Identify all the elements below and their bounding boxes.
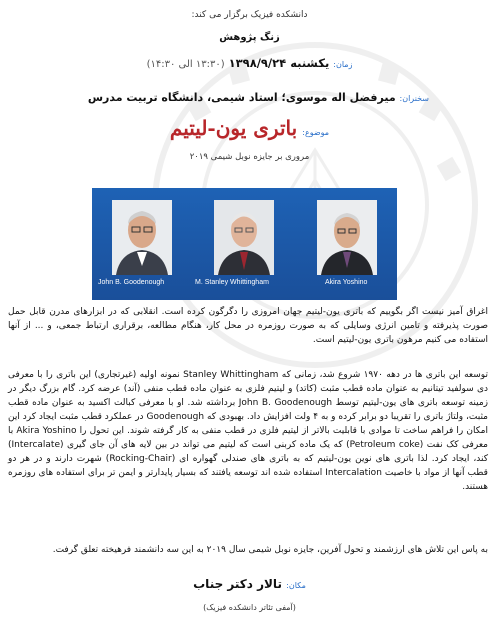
date-line: [0, 56, 499, 70]
speaker-value: میرفضل اله موسوی؛ استاد شیمی، دانشگاه تربیت مدرس: [87, 91, 396, 104]
caption-goodenough: John B. Goodenough: [98, 279, 165, 286]
photo-whittingham: [214, 200, 274, 275]
date-value: یکشنبه ۱۳۹۸/۹/۲۴: [228, 56, 330, 70]
speaker-label: سخنران:: [399, 94, 429, 103]
organizer-line: دانشکده فیزیک برگزار می کند:: [191, 10, 308, 20]
topic-title: باتری یون-لیتیم: [169, 116, 298, 140]
intro-paragraph: اغراق آمیز نیست اگر بگوییم که باتری یون-لیتیم جهان امروزی را دگرگون کرده است. انقلابی که در ابزارهای مدرن قابل حمل صورت پذیرفته و تامین انرژی وسایلی که به صورت روزمره در محل کار، هنگام مطالعه، برقراری ارتباط جمعی، و ... از آنها استفاده می کنیم مرهون باتری یون-لیتیم است.: [8, 307, 488, 345]
venue-subtitle: (آمفی تئاتر دانشکده فیزیک): [203, 603, 296, 612]
caption-whittingham: M. Stanley Whittingham: [195, 279, 269, 286]
history-paragraph: توسعه این باتری ها در دهه ۱۹۷۰ شروع شد، زمانی که Stanley Whittingham نمونه اولیه (غیرتجاری) این باتری را با معرفی دی سولفید تیتانیم به عنوان ماده قطب مثبت (کاتد) و لیتیم فلزی به عنوان ماده قطب منفی (آند) عرضه کرد. گام بزرگ دیگر در زمینه توسعه باتری های یون-لیتیم توسط John B. Goodenough برداشته شد. او با معرفی کبالت اکسید به عنوان ماده قطب مثبت، ولتاژ باتری را تقریبا دو برابر کرده و به ۴ ولت افزایش داد. بهبودی که Goodenough در عملکرد قطب مثبت ایجاد کرد این امکان را فراهم ساخت تا موادی با قابلیت بالاتر از لیتیم فلزی در قطب منفی به کار گرفته شوند. این تحول را Akira Yoshino با معرفی کک نفت (Petroleum coke) که یک ماده کربنی است که لیتیم می تواند در بین لایه های آن جای گیری (Intercalate) کند، ایجاد کرد. لذا باتری های نوین یون-لیتیم که به باتری های صندلی گهواره ای (Rocking-Chair) شهرت دارند و در هر دو قطب آنها از مواد با خاصیت Intercalation استفاده شده اند توسعه یافتند که بسیار پایدارتر و ایمن تر برای استفاده های روزمره هستند.: [8, 370, 489, 492]
topic-subtitle: مروری بر جایزه نوبل شیمی ۲۰۱۹: [189, 152, 310, 162]
time-range: (۱۳:۳۰ الی ۱۴:۳۰): [146, 59, 225, 70]
photo-yoshino: [317, 200, 377, 275]
caption-yoshino: Akira Yoshino: [325, 279, 368, 286]
closing-paragraph: به پاس این تلاش های ارزشمند و تحول آفرین، جایزه نوبل شیمی سال ۲۰۱۹ به این سه دانشمند فرهیخته تعلق گرفت.: [52, 545, 488, 555]
photo-goodenough: [112, 200, 172, 275]
date-label: زمان:: [333, 60, 353, 69]
venue-label: مکان:: [286, 581, 306, 590]
speaker-line: [88, 91, 429, 104]
laureates-photo-panel: [92, 188, 397, 300]
event-series-title: زنگ پژوهش: [219, 32, 280, 43]
topic-line: [0, 116, 499, 140]
topic-label: موضوع:: [302, 128, 330, 137]
venue-line: [0, 577, 499, 591]
venue-value: تالار دکتر جناب: [193, 577, 282, 591]
